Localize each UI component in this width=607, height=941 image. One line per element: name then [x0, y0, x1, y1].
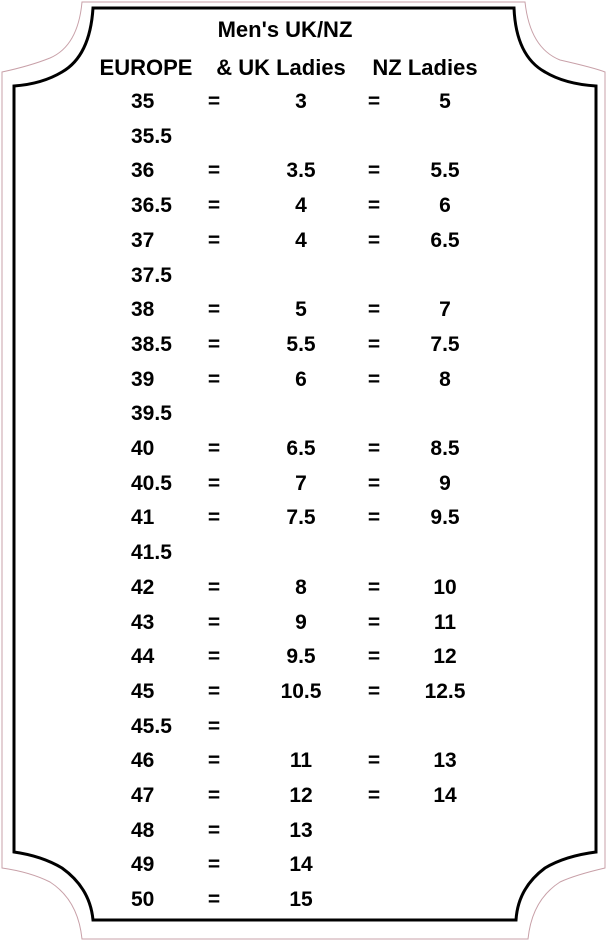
uk-size: 6.5 — [286, 437, 316, 460]
uk-size: 7.5 — [286, 506, 316, 530]
uk-size: 7 — [295, 471, 307, 495]
table-row — [0, 85, 607, 119]
uk-size: 14 — [289, 853, 313, 877]
uk-size: 8 — [295, 575, 307, 599]
nz-ladies-size: 8.5 — [430, 437, 460, 460]
equals-sign: = — [207, 714, 221, 738]
equals-sign: = — [207, 888, 221, 912]
table-row — [0, 779, 607, 813]
equals-sign: = — [367, 575, 381, 599]
table-row — [0, 224, 607, 258]
table-row — [0, 640, 607, 674]
nz-ladies-size: 6.5 — [430, 228, 460, 252]
europe-size: 36 — [131, 159, 155, 183]
europe-size: 44 — [131, 645, 155, 669]
table-row — [0, 501, 607, 535]
europe-size: 42 — [131, 575, 155, 599]
table-row — [0, 189, 607, 223]
equals-sign: = — [207, 90, 221, 113]
nz-ladies-size: 5.5 — [430, 159, 460, 183]
equals-sign: = — [367, 471, 381, 495]
table-row — [0, 571, 607, 605]
equals-sign: = — [207, 575, 221, 599]
table-row — [0, 259, 607, 293]
europe-size: 41.5 — [131, 541, 172, 565]
table-row — [0, 606, 607, 640]
table-row — [0, 675, 607, 709]
equals-sign: = — [367, 298, 381, 322]
nz-ladies-size: 7.5 — [430, 332, 460, 356]
equals-sign: = — [207, 194, 221, 218]
header-title-line: Men's UK/NZ — [217, 17, 353, 42]
equals-sign: = — [367, 506, 381, 530]
europe-size: 35.5 — [131, 124, 172, 148]
nz-ladies-size: 14 — [433, 784, 457, 807]
equals-sign: = — [207, 298, 221, 322]
uk-size: 4 — [295, 194, 307, 218]
nz-ladies-size: 12 — [433, 645, 457, 669]
uk-size: 3 — [295, 90, 307, 113]
equals-sign: = — [367, 332, 381, 356]
uk-size: 12 — [289, 784, 313, 807]
header-nz-ladies: NZ Ladies — [372, 55, 478, 80]
equals-sign: = — [207, 332, 221, 356]
europe-size: 46 — [131, 749, 155, 773]
nz-ladies-size: 11 — [433, 610, 457, 634]
table-row — [0, 328, 607, 362]
uk-size: 15 — [289, 888, 313, 912]
table-row — [0, 154, 607, 188]
equals-sign: = — [207, 818, 221, 842]
table-row — [0, 710, 607, 744]
europe-size: 38.5 — [131, 332, 172, 356]
table-row — [0, 120, 607, 154]
nz-ladies-size: 7 — [439, 298, 451, 322]
equals-sign: = — [367, 194, 381, 218]
nz-ladies-size: 10 — [433, 575, 457, 599]
header-europe: EUROPE — [99, 55, 193, 80]
europe-size: 36.5 — [131, 194, 172, 218]
nz-ladies-size: 5 — [439, 90, 451, 113]
nz-ladies-size: 8 — [439, 367, 451, 391]
equals-sign: = — [367, 784, 381, 807]
europe-size: 41 — [131, 506, 155, 530]
equals-sign: = — [207, 645, 221, 669]
nz-ladies-size: 9.5 — [430, 506, 460, 530]
europe-size: 37 — [131, 228, 155, 252]
uk-size: 10.5 — [280, 679, 322, 703]
europe-size: 48 — [131, 818, 155, 842]
uk-size: 6 — [295, 367, 307, 391]
europe-size: 39.5 — [131, 402, 172, 426]
equals-sign: = — [367, 90, 381, 113]
europe-size: 35 — [131, 90, 155, 113]
equals-sign: = — [367, 610, 381, 634]
uk-size: 11 — [289, 749, 313, 773]
europe-size: 40 — [131, 437, 155, 460]
table-row — [0, 293, 607, 327]
nz-ladies-size: 6 — [439, 194, 451, 218]
equals-sign: = — [207, 853, 221, 877]
equals-sign: = — [207, 159, 221, 183]
uk-size: 9 — [295, 610, 307, 634]
table-row — [0, 467, 607, 501]
table-row — [0, 814, 607, 848]
europe-size: 39 — [131, 367, 155, 391]
table-row — [0, 432, 607, 466]
equals-sign: = — [207, 506, 221, 530]
nz-ladies-size: 9 — [439, 471, 451, 495]
europe-size: 45 — [131, 679, 155, 703]
nz-ladies-size: 13 — [433, 749, 457, 773]
uk-size: 5 — [295, 298, 307, 322]
header-uk-ladies: & UK Ladies — [216, 55, 346, 80]
uk-size: 9.5 — [286, 645, 316, 669]
equals-sign: = — [207, 784, 221, 807]
uk-size: 13 — [289, 818, 313, 842]
europe-size: 38 — [131, 298, 155, 322]
uk-size: 3.5 — [286, 159, 316, 183]
europe-size: 45.5 — [131, 714, 172, 738]
equals-sign: = — [207, 437, 221, 460]
europe-size: 40.5 — [131, 471, 172, 495]
table-row — [0, 536, 607, 570]
europe-size: 49 — [131, 853, 155, 877]
table-row — [0, 397, 607, 431]
equals-sign: = — [207, 367, 221, 391]
equals-sign: = — [207, 679, 221, 703]
europe-size: 43 — [131, 610, 155, 634]
equals-sign: = — [367, 437, 381, 460]
equals-sign: = — [367, 367, 381, 391]
equals-sign: = — [367, 228, 381, 252]
nz-ladies-size: 12.5 — [424, 679, 466, 703]
europe-size: 50 — [131, 888, 155, 912]
equals-sign: = — [367, 749, 381, 773]
uk-size: 5.5 — [286, 332, 316, 356]
europe-size: 37.5 — [131, 263, 172, 287]
equals-sign: = — [207, 228, 221, 252]
europe-size: 47 — [131, 784, 155, 807]
table-row — [0, 883, 607, 917]
table-row — [0, 848, 607, 882]
table-row — [0, 363, 607, 397]
equals-sign: = — [367, 679, 381, 703]
table-row — [0, 744, 607, 778]
equals-sign: = — [207, 610, 221, 634]
equals-sign: = — [367, 645, 381, 669]
uk-size: 4 — [295, 228, 307, 252]
equals-sign: = — [207, 471, 221, 495]
equals-sign: = — [207, 749, 221, 773]
equals-sign: = — [367, 159, 381, 183]
